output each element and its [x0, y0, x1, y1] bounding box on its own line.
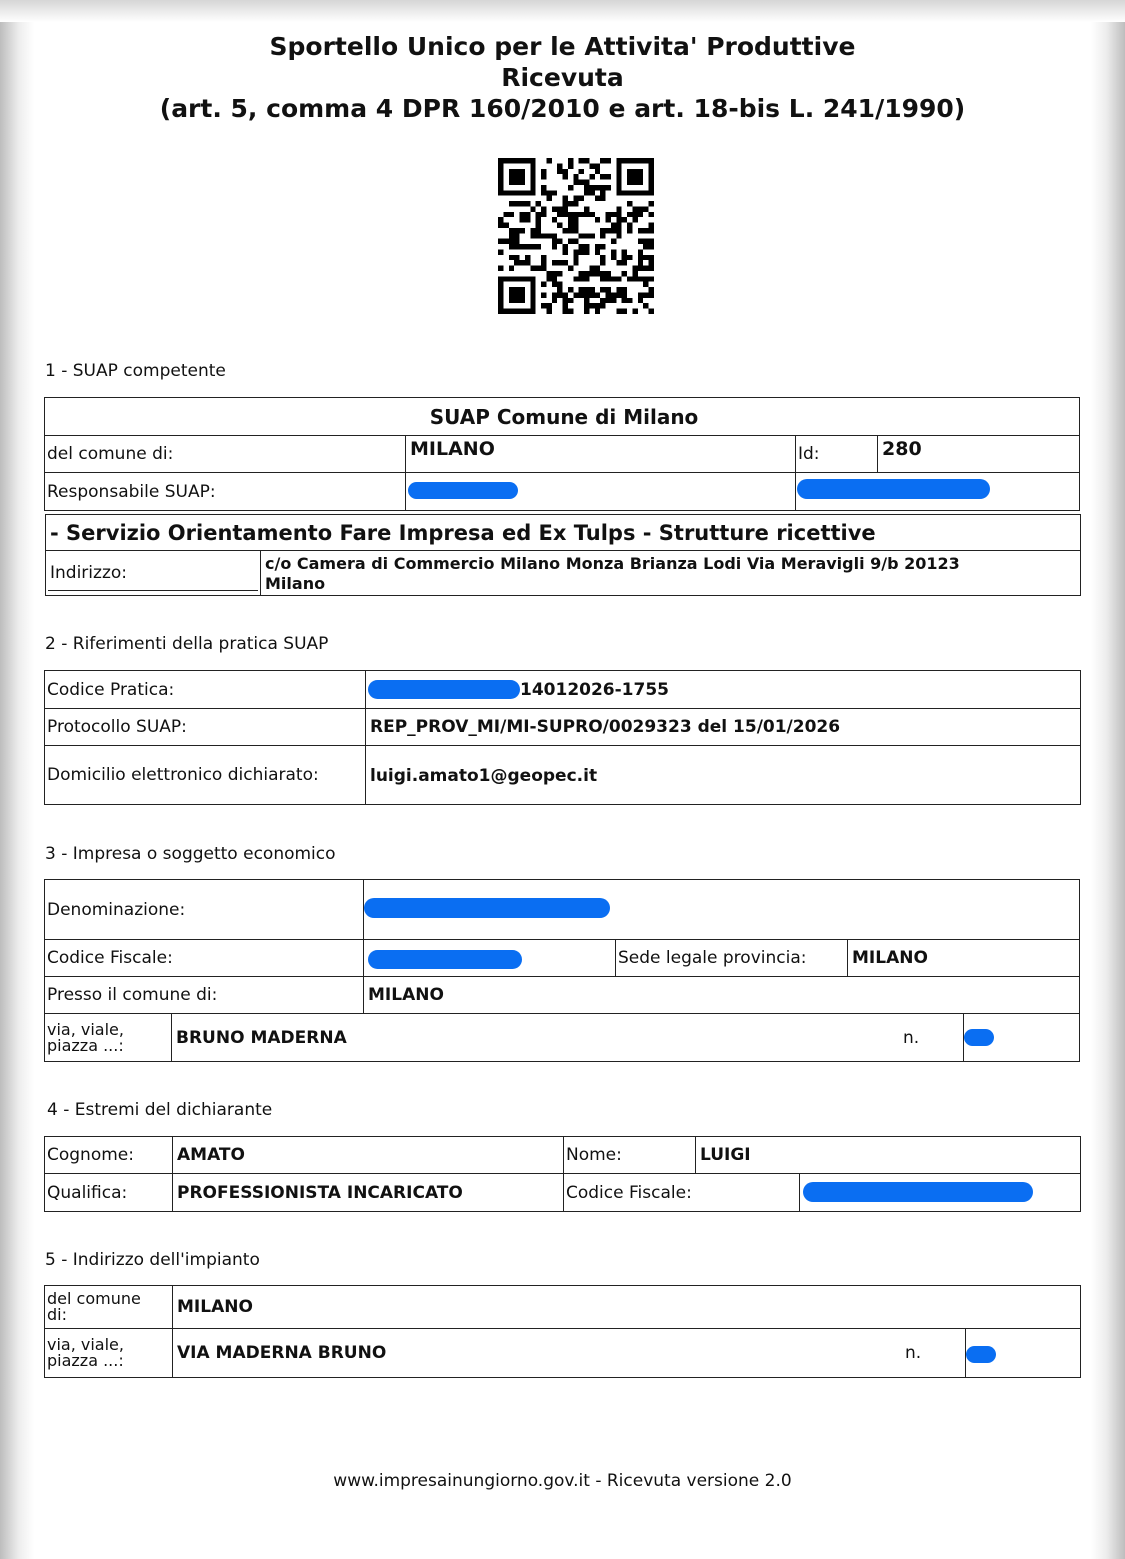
denominazione-label: Denominazione: [47, 899, 186, 920]
domicilio-value: luigi.amato1@geopec.it [365, 746, 1080, 804]
impianto-via-label-line-1: via, viale, [47, 1335, 124, 1354]
codice-row [45, 671, 1080, 709]
presso-row [45, 977, 1079, 1014]
responsabile-label: Responsabile SUAP: [47, 481, 216, 502]
cognome-value: AMATO [172, 1137, 563, 1173]
qr-code [498, 158, 654, 314]
indirizzo-label: Indirizzo: [50, 563, 127, 583]
document-title: Sportello Unico per le Attivita' Produttive [269, 32, 856, 61]
page-shadow-top [0, 0, 1125, 22]
page-shadow-left [0, 0, 34, 1559]
indirizzo-line-2: Milano [265, 574, 326, 593]
via-row [45, 1014, 1079, 1061]
redaction-mark [797, 479, 990, 499]
sede-label: Sede legale provincia: [615, 940, 847, 976]
redaction-mark [364, 898, 610, 918]
cf-row [45, 940, 1079, 977]
impianto-via-label [45, 1329, 172, 1377]
impianto-table [44, 1285, 1081, 1378]
protocollo-label: Protocollo SUAP: [47, 717, 187, 737]
via-label-line-2: piazza ...: [47, 1035, 124, 1055]
cf-dichiarante-label: Codice Fiscale: [563, 1174, 799, 1211]
redaction-mark [803, 1182, 1033, 1202]
ufficio-name: - Servizio Orientamento Fare Impresa ed Ex Tulps - Strutture ricettive [50, 520, 876, 545]
comune-value: MILANO [405, 436, 795, 472]
via-value: BRUNO MADERNA [171, 1014, 901, 1061]
suap-comune-row [45, 436, 1079, 473]
suap-name: SUAP Comune di Milano [429, 404, 699, 429]
nome-label: Nome: [563, 1137, 695, 1173]
redaction-mark [408, 482, 518, 499]
indirizzo-value [260, 551, 1080, 595]
divider [48, 590, 258, 591]
ufficio-row [46, 515, 1080, 551]
page-shadow-right [1091, 0, 1125, 1559]
nome-value: LUIGI [695, 1137, 1080, 1173]
qualifica-value: PROFESSIONISTA INCARICATO [172, 1174, 563, 1211]
impianto-comune-label-line-2: di: [47, 1305, 67, 1324]
id-label: Id: [795, 436, 877, 472]
via-label [45, 1014, 171, 1061]
protocollo-row [45, 709, 1080, 746]
id-value: 280 [877, 436, 1079, 472]
ufficio-table [45, 514, 1081, 596]
presso-label: Presso il comune di: [47, 985, 218, 1005]
protocollo-value: REP_PROV_MI/MI-SUPRO/0029323 del 15/01/2026 [365, 709, 1080, 745]
codice-label: Codice Pratica: [47, 679, 175, 700]
section-title-pratica: 2 - Riferimenti della pratica SUAP [45, 634, 329, 654]
redaction-mark [966, 1346, 996, 1363]
domicilio-label: Domicilio elettronico dichiarato: [47, 765, 319, 785]
impianto-n-label: n. [905, 1343, 922, 1363]
sede-value: MILANO [847, 940, 1079, 976]
impianto-via-label-line-2: piazza ...: [47, 1351, 124, 1370]
redaction-mark [964, 1029, 994, 1046]
indirizzo-line-1: c/o Camera di Commercio Milano Monza Brianza Lodi Via Meravigli 9/b 20123 [265, 554, 960, 573]
presso-value: MILANO [363, 977, 1079, 1013]
cf-label: Codice Fiscale: [47, 948, 173, 968]
domicilio-row [45, 746, 1080, 804]
qualifica-label: Qualifica: [47, 1182, 128, 1203]
cognome-label: Cognome: [47, 1145, 134, 1165]
impianto-via-value: VIA MADERNA BRUNO [172, 1329, 903, 1377]
impianto-comune-value: MILANO [172, 1286, 1080, 1328]
section-title-dichiarante: 4 - Estremi del dichiarante [47, 1100, 273, 1120]
cognome-row [45, 1137, 1080, 1174]
impianto-via-row [45, 1329, 1080, 1377]
impianto-comune-row [45, 1286, 1080, 1329]
section-title-suap: 1 - SUAP competente [45, 361, 226, 381]
document-legal-reference: (art. 5, comma 4 DPR 160/2010 e art. 18-bis L. 241/1990) [159, 94, 966, 123]
footer-text: www.impresainungiorno.gov.it - Ricevuta versione 2.0 [333, 1471, 792, 1491]
impianto-comune-label [45, 1286, 172, 1328]
pratica-table [44, 670, 1081, 805]
indirizzo-row [46, 551, 1080, 595]
redaction-mark [368, 680, 520, 699]
impianto-comune-label-line-1: del comune [47, 1289, 141, 1308]
section-title-impresa: 3 - Impresa o soggetto economico [45, 844, 336, 864]
codice-value: 14012026-1755 [365, 671, 1080, 708]
comune-label: del comune di: [47, 444, 174, 464]
document-subtitle: Ricevuta [501, 63, 624, 92]
via-label-line-1: via, viale, [47, 1019, 124, 1039]
redaction-mark [368, 950, 522, 969]
suap-name-row [45, 398, 1079, 436]
n-label: n. [903, 1027, 920, 1048]
section-title-impianto: 5 - Indirizzo dell'impianto [45, 1250, 260, 1270]
qr-modules [498, 158, 654, 314]
